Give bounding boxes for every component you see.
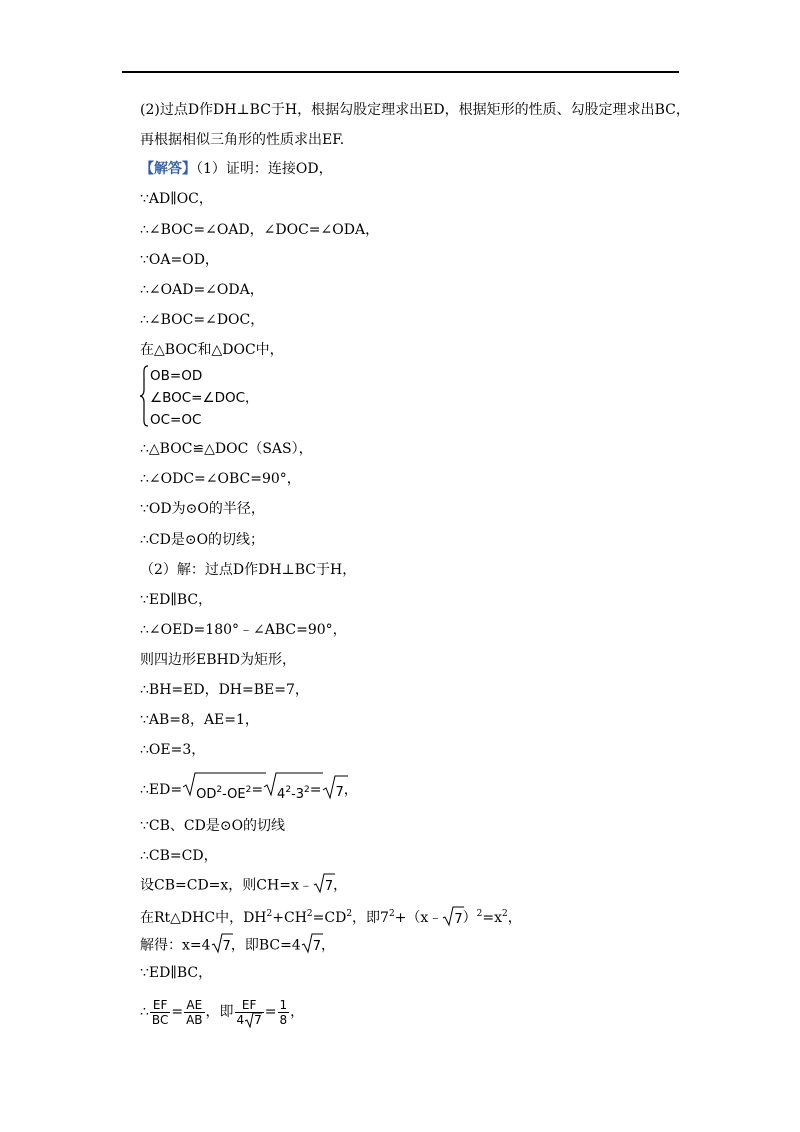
eq-sup: 2 — [476, 909, 483, 919]
sqrt-od-oe — [182, 771, 251, 809]
radical-icon — [244, 1012, 262, 1028]
text-line: （1）证明：连接OD， — [196, 161, 333, 177]
text-line: 则四边形EBHD为矩形， — [140, 652, 296, 668]
radical-icon — [313, 872, 335, 894]
system-line: ∠BOC=∠DOC， — [150, 390, 259, 406]
equation-ch — [140, 872, 347, 899]
eq-text: 7 — [335, 784, 344, 800]
eq-text: ， — [321, 937, 336, 954]
eq-sup: 2 — [266, 909, 273, 919]
text-line: ∴CD是⊙O的切线； — [140, 532, 265, 548]
sqrt-7 — [313, 872, 333, 899]
text-line: ∵ED∥BC， — [140, 965, 213, 981]
eq-sup: 2 — [245, 785, 252, 795]
text-line: (2)过点D作DH⊥BC于H，根据勾股定理求出ED，根据矩形的性质、勾股定理求出BC， — [140, 102, 690, 118]
text-line: ∴∠BOC=∠DOC， — [140, 312, 265, 328]
eq-text: ， — [290, 1004, 305, 1020]
eq-text: ） — [462, 910, 477, 926]
fraction-numerator: AE — [184, 998, 204, 1013]
text-line: ∵AB=8，AE=1， — [140, 712, 259, 728]
eq-text: ， — [343, 782, 358, 798]
text-line: ∵ED∥BC， — [140, 592, 213, 608]
header-rule — [122, 71, 679, 73]
eq-text: OD — [196, 787, 217, 802]
fraction-1-8 — [278, 998, 290, 1027]
eq-text: 4 — [277, 787, 286, 802]
eq-sup: 2 — [306, 909, 313, 919]
eq-sup: 2 — [304, 785, 310, 795]
sqrt-7 — [211, 932, 231, 959]
radical-icon — [211, 932, 233, 954]
eq-text: 7 — [254, 1012, 262, 1027]
eq-text: 7 — [324, 879, 334, 894]
system-line: OC=OC — [150, 412, 202, 428]
sqrt-7 — [322, 774, 344, 807]
text-line: ∴∠OAD=∠ODA， — [140, 282, 264, 298]
eq-text: =x — [482, 910, 502, 926]
system-line: OB=OD — [150, 368, 203, 384]
radical-icon — [263, 771, 323, 797]
eq-text: 4 — [236, 1012, 245, 1027]
eq-text: 解得：x=4 — [140, 937, 211, 954]
sqrt-4-3 — [263, 771, 310, 809]
eq-text: = — [171, 1004, 184, 1020]
text-line: ∴CB=CD， — [140, 848, 218, 864]
radical-icon — [322, 774, 348, 800]
eq-text: ， — [507, 910, 522, 926]
sqrt-7 — [301, 932, 321, 959]
radical-icon — [182, 771, 266, 797]
eq-sup: 2 — [346, 909, 353, 919]
equation-fractions — [140, 994, 304, 1030]
text-line: 在△BOC和△DOC中， — [140, 342, 284, 358]
eq-text: ∴ED= — [140, 782, 183, 798]
equation-ed — [140, 771, 358, 809]
text-line: 再根据相似三角形的性质求出EF. — [140, 132, 345, 148]
text-line: ∵OD为⊙O的半径， — [140, 501, 265, 517]
eq-text: +（x﹣ — [394, 910, 443, 926]
eq-text: = — [309, 782, 322, 798]
sqrt-7 — [442, 905, 462, 932]
eq-text: 设CB=CD=x，则CH=x﹣ — [140, 877, 313, 894]
radical-icon — [301, 932, 323, 954]
eq-sup: 2 — [285, 785, 292, 795]
text-line: ∵OA=OD， — [140, 252, 219, 268]
eq-text: ∴ — [140, 1004, 149, 1020]
text-line: ∴∠ODC=∠OBC=90°， — [140, 471, 301, 487]
text-line: （2）解：过点D作DH⊥BC于H， — [140, 562, 357, 578]
eq-text: 7 — [454, 911, 463, 927]
fraction-ae-ab — [184, 998, 204, 1027]
fraction-numerator: 1 — [279, 997, 288, 1012]
answer-tag: 【解答】 — [140, 161, 196, 177]
eq-text: -3 — [291, 787, 305, 802]
text-line: ∵AD∥OC， — [140, 191, 213, 207]
eq-text: 7 — [312, 939, 322, 954]
fraction-numerator: EF — [235, 998, 264, 1013]
fraction-numerator: EF — [150, 998, 170, 1013]
text-line: ∴OE=3， — [140, 742, 206, 758]
eq-text: =CD — [312, 910, 347, 926]
eq-text: -OE — [222, 787, 246, 802]
eq-sup: 2 — [216, 785, 223, 795]
sqrt-7 — [244, 1013, 262, 1027]
eq-text: +CH — [272, 910, 307, 926]
answer-line — [140, 160, 333, 178]
fraction-denominator — [235, 1013, 264, 1027]
fraction-denominator: BC — [151, 1012, 169, 1027]
eq-sup: 2 — [388, 909, 395, 919]
fraction-ef-4sqrt7 — [235, 998, 264, 1027]
eq-sup: 2 — [502, 909, 508, 919]
eq-text: = — [251, 782, 264, 798]
text-line: ∴∠OED=180°﹣∠ABC=90°， — [140, 622, 347, 638]
eq-text: 7 — [222, 939, 231, 954]
eq-text: ，即BC=4 — [230, 937, 301, 954]
equation-rt — [140, 902, 522, 932]
fraction-denominator: 8 — [279, 1012, 288, 1027]
radical-icon — [442, 905, 464, 927]
left-brace-icon — [139, 365, 149, 427]
text-line: ∴∠BOC=∠OAD，∠DOC=∠ODA， — [140, 222, 380, 238]
eq-text: ，即7 — [352, 910, 389, 926]
equation-solution — [140, 932, 335, 959]
text-line: ∴BH=ED，DH=BE=7， — [140, 682, 309, 698]
text-line: ∵CB、CD是⊙O的切线 — [140, 818, 286, 834]
eq-text: ， — [333, 877, 348, 894]
text-line: ∴△BOC≌△DOC（SAS）， — [140, 441, 313, 457]
fraction-ef-bc — [150, 998, 170, 1027]
eq-text: ，即 — [205, 1004, 234, 1020]
eq-text: = — [264, 1004, 277, 1020]
eq-text: 在Rt△DHC中，DH — [140, 910, 267, 926]
fraction-denominator: AB — [186, 1012, 203, 1027]
